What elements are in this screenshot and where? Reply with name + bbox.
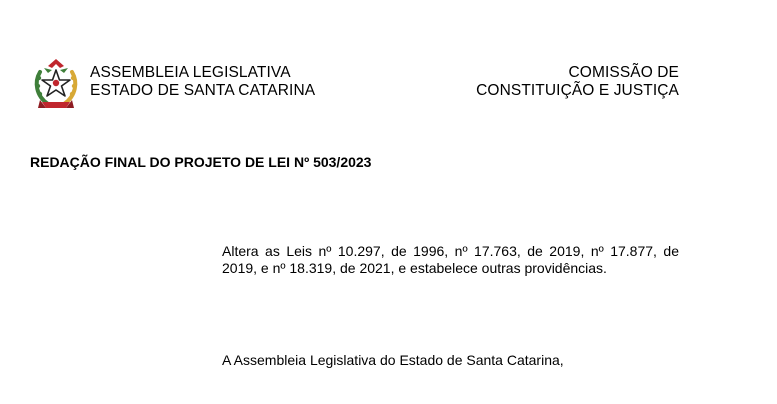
assembly-title-line-2: ESTADO DE SANTA CATARINA xyxy=(90,82,316,99)
preamble-text: A Assembleia Legislativa do Estado de Santa Catarina, xyxy=(222,352,564,368)
assembly-title xyxy=(90,64,315,100)
assembly-title-line-1: ASSEMBLEIA LEGISLATIVA xyxy=(90,64,291,81)
document-header xyxy=(28,52,679,112)
commission-title xyxy=(476,64,679,100)
document-title: REDAÇÃO FINAL DO PROJETO DE LEI Nº 503/2023 xyxy=(30,154,372,170)
commission-title-line-2: CONSTITUIÇÃO E JUSTIÇA xyxy=(476,82,679,99)
ementa-text: Altera as Leis nº 10.297, de 1996, nº 17.763, de 2019, nº 17.877, de 2019, e nº 18.319, de 2021, e estabelece outras providências. xyxy=(222,243,679,276)
commission-title-line-1: COMISSÃO DE xyxy=(568,64,679,81)
santa-catarina-coat-of-arms-icon xyxy=(30,56,82,112)
